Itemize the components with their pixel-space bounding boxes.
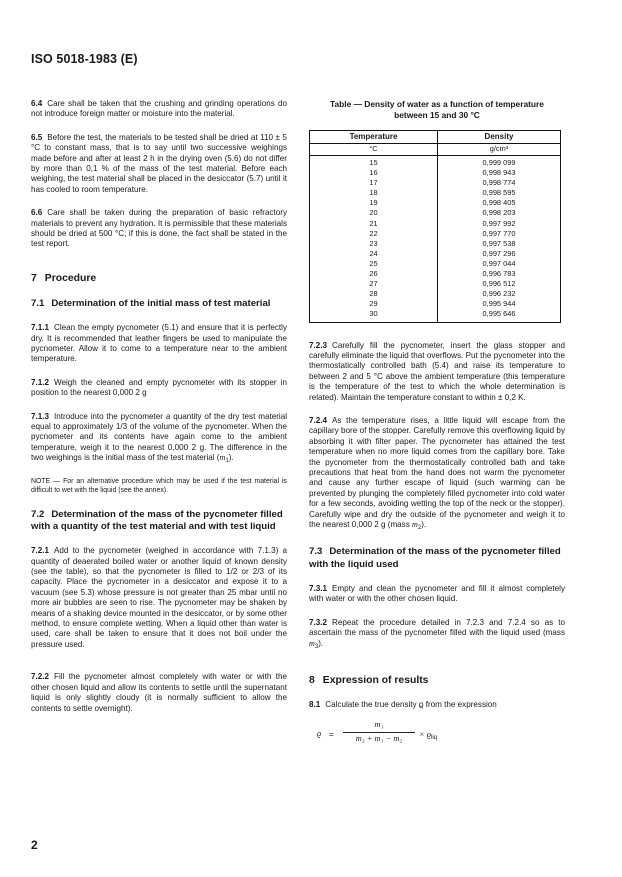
cell-temperature: 25 — [310, 259, 438, 269]
clause-7-2-3 — [309, 341, 565, 403]
cell-density: 0,996 512 — [482, 279, 516, 289]
table-row — [310, 229, 561, 239]
subsection-title: Determination of the mass of the pycnometer filled with the liquid used — [309, 546, 561, 570]
clause-number: 6.4 — [31, 99, 43, 108]
clause-text: As the temperature rises, a little liquid will escape from the capillary bore of the stopper. Carefully remove this overflowing liquid by absorbing it with filter paper. The pycnometer has attained the test temperature when no more liquid comes from the capillary bore. Take the pycnometer from the thermostatically controlled bath and take precautions that heat from the hand does not warm the pycnometer and cause any further escape of liquid (such warming can be prevented by plunging the completely filled pycnometer into cold water for a few seconds, avoiding wetting the top of the neck or the stopper). Carefully wipe and dry the outside of the pycnometer and weigh it to the nearest 0,000 2 g (mass — [309, 415, 565, 529]
cell-temperature: 23 — [310, 239, 438, 249]
cell-density: 0,998 203 — [482, 208, 516, 218]
formula-fraction — [343, 720, 415, 744]
cell-temperature: 17 — [310, 178, 438, 188]
subsection-title: Determination of the initial mass of test material — [51, 297, 271, 309]
cell-density: 0,998 595 — [482, 188, 516, 198]
table-row — [310, 178, 561, 188]
table-header-row — [310, 131, 561, 144]
formula-lhs: ϱ — [317, 729, 322, 739]
section-number: 7 — [31, 272, 37, 284]
subsection-number: 7.3 — [309, 546, 323, 558]
clause-text: Repeat the procedure detailed in 7.2.3 and 7.2.4 so as to ascertain the mass of the pycnometer filled with the liquid used (mass — [309, 617, 565, 638]
clause-number: 6.5 — [31, 132, 43, 142]
density-table — [309, 130, 561, 323]
clause-text: Care shall be taken during the preparation of basic refractory materials to prevent any hydration. It is permissible that these materials should be dried at 500 °C; if this is done, the fact shall be stated in the test report. — [31, 208, 287, 249]
left-column — [31, 99, 287, 714]
clause-text: Care shall be taken that the crushing and grinding operations do not introduce foreign matter or moisture into the material. — [31, 99, 287, 119]
clause-number: 7.1.2 — [31, 377, 50, 387]
clause-number: 6.6 — [31, 208, 43, 218]
clause-number: 7.1.3 — [31, 411, 50, 421]
formula-rhs — [419, 729, 437, 743]
cell-temperature: 21 — [310, 219, 438, 229]
cell-density: 0,998 774 — [482, 178, 516, 188]
table-row — [310, 299, 561, 309]
cell-density: 0,996 783 — [482, 269, 516, 279]
variable-m: m — [309, 638, 315, 648]
clause-number: 7.3.1 — [309, 584, 328, 593]
cell-density: 0,995 944 — [482, 299, 516, 309]
column-header-temperature: Temperature — [310, 131, 438, 144]
clause-text-tail: ). — [228, 453, 234, 463]
subscript-liq: liq — [431, 735, 438, 742]
formula-equals: = — [329, 729, 334, 740]
cell-temperature: 19 — [310, 198, 438, 208]
cell-temperature: 29 — [310, 299, 438, 309]
table-row — [310, 208, 561, 218]
clause-number: 7.1.1 — [31, 323, 50, 333]
cell-temperature: 28 — [310, 289, 438, 299]
table-row — [310, 279, 561, 289]
clause-number: 7.3.2 — [309, 617, 328, 627]
subsection-heading-7-3 — [309, 546, 565, 571]
cell-density: 0,997 296 — [482, 248, 516, 258]
subscript: 2 — [417, 525, 422, 531]
cell-temperature: 26 — [310, 269, 438, 279]
subsection-heading-7-2 — [31, 509, 287, 534]
subsection-number: 7.2 — [31, 508, 45, 520]
cell-temperature: 22 — [310, 229, 438, 239]
table-row — [310, 289, 561, 299]
clause-6-6 — [31, 208, 287, 250]
table-row — [310, 188, 561, 198]
section-title: Expression of results — [322, 675, 429, 687]
section-heading-7 — [31, 272, 287, 285]
cell-density: 0,998 405 — [482, 198, 516, 208]
section-number: 8 — [309, 675, 315, 687]
subsection-heading-7-1 — [31, 298, 287, 310]
table-row — [310, 219, 561, 229]
clause-8-1 — [309, 700, 565, 710]
fraction-bar — [343, 732, 415, 733]
cell-density: 0,995 646 — [482, 309, 516, 319]
clause-text: Fill the pycnometer almost completely with water or with the other chosen liquid and allow its contents to settle until the supernatant liquid is only slightly cloudy (it is normally sufficient to allow the contents to settle overnight). — [31, 672, 287, 713]
cell-density: 0,997 044 — [482, 258, 516, 268]
table-units-row — [310, 144, 561, 156]
unit-density: g/cm³ — [438, 144, 561, 156]
cell-temperature: 15 — [310, 156, 438, 169]
table-caption-line2: between 15 and 30 °C — [394, 110, 480, 120]
clause-7-2-2 — [31, 672, 287, 714]
table-row — [310, 198, 561, 208]
formula-denominator: m₃ + m₁ − m₂ — [355, 734, 403, 744]
clause-text-tail: ). — [318, 638, 324, 648]
page-number: 2 — [31, 838, 38, 852]
clause-text: Weigh the cleaned and empty pycnometer with its stopper in position to the nearest 0,000 2 g — [31, 377, 287, 398]
clause-number: 7.2.2 — [31, 672, 50, 682]
cell-density: 0,997 770 — [482, 228, 516, 238]
cell-temperature: 20 — [310, 208, 438, 218]
clause-7-3-2 — [309, 618, 565, 652]
cell-density: 0,997 538 — [482, 238, 516, 248]
formula-rhs-symbol: × ϱ — [419, 730, 431, 740]
table-body — [310, 156, 561, 323]
clause-text: Before the test, the materials to be tested shall be dried at 110 ± 5 °C to constant mass, that is to say until two successive weighings made before and after at least 2 h in the drying oven (5.6) do not differ by more than 0,1 % of the mass of the test material. Before each weighing, the test material shall be placed in the desiccator (5.7) until it has cooled to room temperature. — [31, 132, 287, 194]
clause-text: Empty and clean the pycnometer and fill it almost completely with water or with the other chosen liquid. — [309, 584, 565, 604]
column-header-density: Density — [438, 131, 561, 144]
right-column — [309, 99, 565, 750]
clause-number: 8.1 — [309, 700, 321, 710]
variable-m: m — [219, 453, 226, 463]
clause-text-tail: ). — [421, 520, 427, 529]
section-title: Procedure — [44, 272, 97, 284]
clause-7-1-2 — [31, 378, 287, 399]
density-formula — [317, 720, 565, 750]
cell-temperature: 16 — [310, 168, 438, 178]
clause-7-1-1 — [31, 323, 287, 365]
clause-number: 7.2.4 — [309, 415, 328, 425]
clause-7-2-1 — [31, 546, 287, 650]
cell-density: 0,996 232 — [482, 289, 516, 299]
variable-m: m — [412, 520, 418, 529]
clause-text: Carefully fill the pycnometer, insert the glass stopper and carefully eliminate the liquid that overflows. Put the pycnometer into the thermostatically controlled bath (5.4) and raise its temperature to between 2 and 5 °C above the ambient temperature (this temperature is the temperature of the test to which the whole determination is related). Maintain the temperature constant to within ± 0,2 K. — [309, 340, 565, 402]
cell-temperature: 18 — [310, 188, 438, 198]
subscript: 1 — [225, 458, 229, 465]
clause-text: Clean the empty pycnometer (5.1) and ensure that it is perfectly dry. It is recommended that leather fingers be used to manipulate the pycnometer. Allow it to come to a temperature near to the ambient temperature. — [31, 323, 287, 364]
table-row — [310, 239, 561, 249]
subscript: 3 — [314, 643, 319, 650]
subsection-title: Determination of the mass of the pycnometer filled with a quantity of the test material and with test liquid — [31, 508, 283, 532]
clause-text: Calculate the true density ϱ from the expression — [325, 700, 497, 710]
cell-temperature: 27 — [310, 279, 438, 289]
table-row — [310, 259, 561, 269]
unit-temperature: °C — [310, 144, 438, 156]
formula-numerator: m₁ — [374, 720, 384, 730]
cell-temperature: 24 — [310, 249, 438, 259]
table-row — [310, 309, 561, 322]
table-row — [310, 168, 561, 178]
clause-7-2-4 — [309, 416, 565, 533]
section-heading-8 — [309, 674, 565, 687]
clause-6-5 — [31, 133, 287, 195]
clause-number: 7.2.1 — [31, 546, 50, 556]
note: NOTE — For an alternative procedure which may be used if the test material is difficult to wet with the liquid (see the annex). — [31, 477, 287, 495]
table-row — [310, 156, 561, 169]
subsection-number: 7.1 — [31, 297, 45, 309]
clause-7-3-1 — [309, 584, 565, 605]
table-caption — [309, 99, 565, 121]
clause-6-4 — [31, 99, 287, 120]
cell-temperature: 30 — [310, 309, 438, 322]
clause-text: Introduce into the pycnometer a quantity of the dry test material equal to approximately 1/3 of the volume of the pycnometer. When the pycnometer and its contents have again come to the ambient temperature, weigh it to the nearest 0,000 2 g. The difference in the two weighings is the initial mass of the test material ( — [31, 411, 287, 463]
cell-density: 0,998 943 — [482, 168, 516, 178]
document-header: ISO 5018-1983 (E) — [31, 52, 138, 66]
cell-density: 0,997 992 — [482, 218, 516, 228]
cell-density: 0,999 099 — [482, 158, 516, 167]
table-row — [310, 269, 561, 279]
table-row — [310, 249, 561, 259]
clause-text: Add to the pycnometer (weighed in accordance with 7.1.3) a quantity of deaerated boiled water or another liquid of known density (see the table), so that the pycnometer is filled to 1/2 or 2/3 of its capacity. Place the pycnometer in a desiccator and expose it to a vacuum (see 5.3) whose pressure is not greater than 25 mbar until no more air bubbles are seen to rise. The pycnometer may be shaken by means of a shaking device mounted in the desiccator, or by some other method, to ensure complete wetting. When a liquid other than water is used, care shall be taken to ensure that it does not boil under the pressure used. — [31, 546, 287, 649]
clause-7-1-3 — [31, 412, 287, 467]
table-caption-line1: Table — Density of water as a function of temperature — [330, 99, 544, 109]
clause-number: 7.2.3 — [309, 340, 328, 350]
